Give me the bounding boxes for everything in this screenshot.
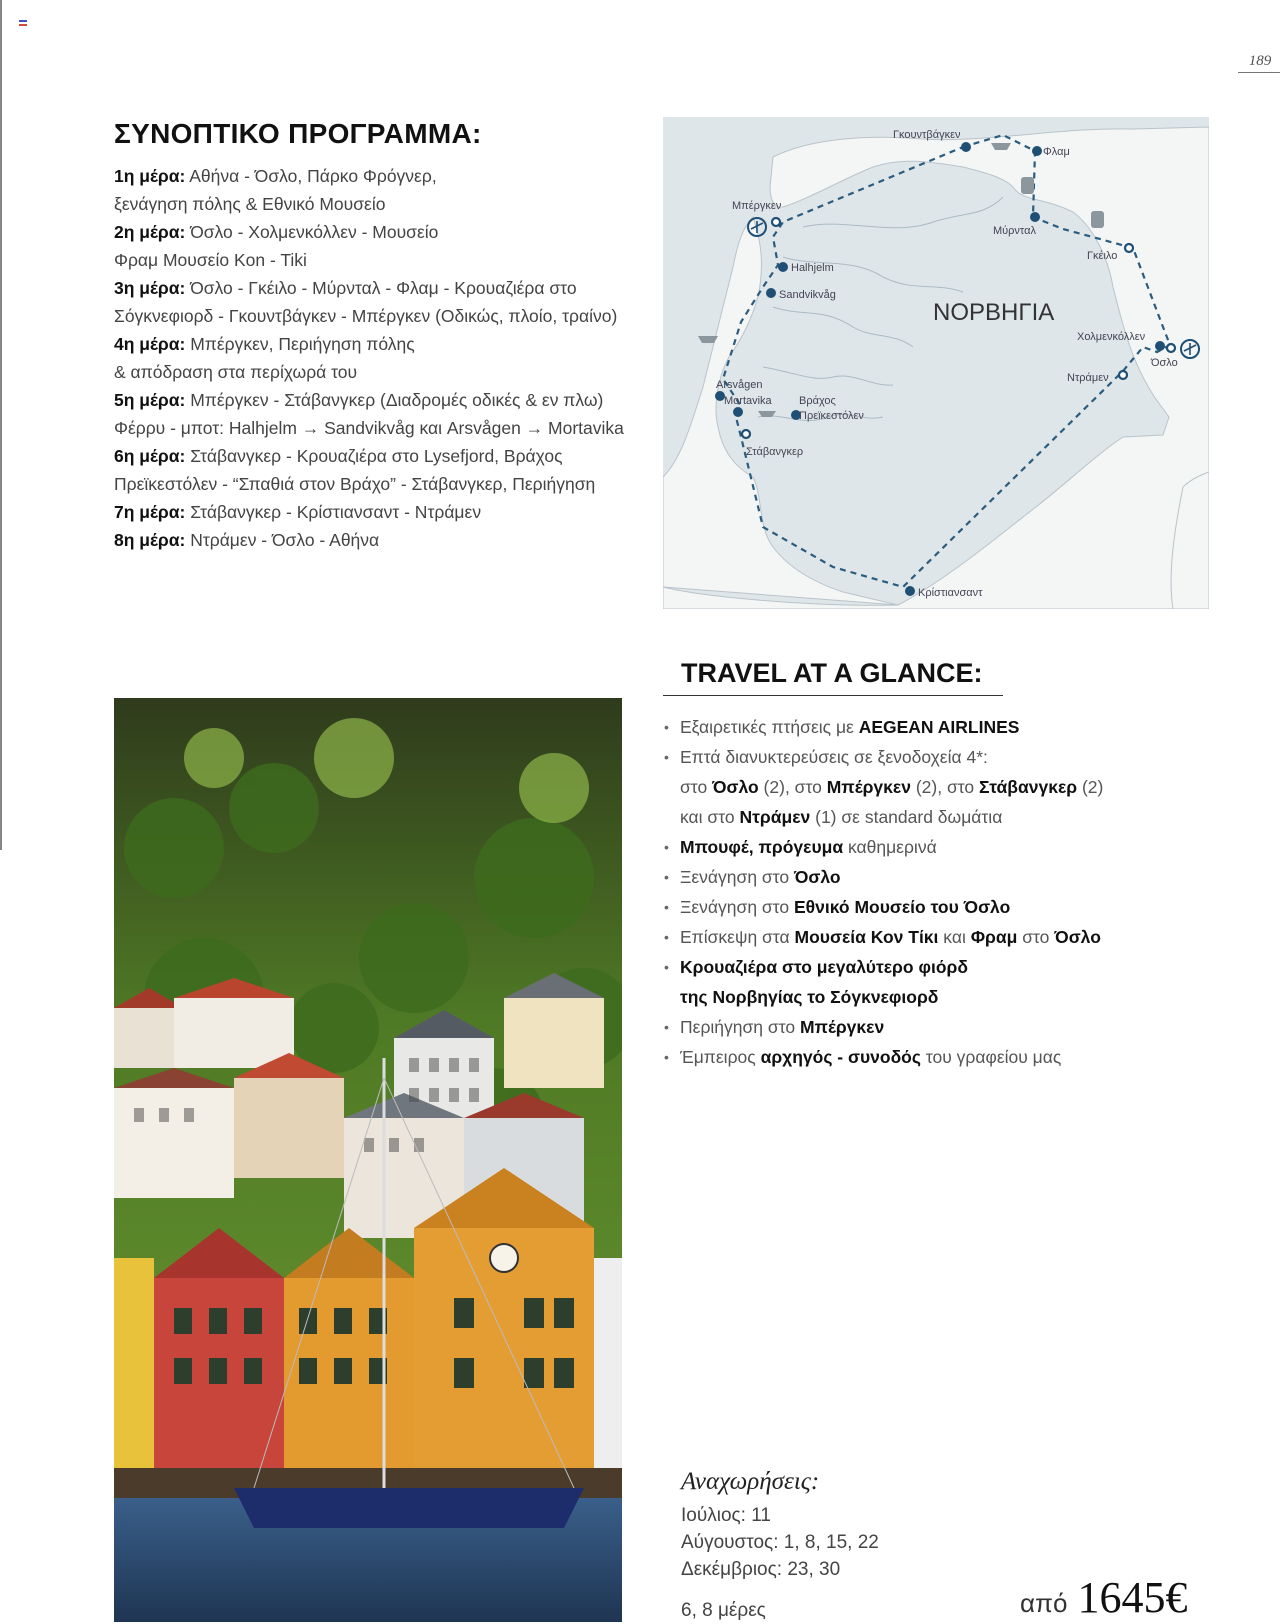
glance-item-guide xyxy=(662,1042,1162,1072)
label-holmenkollen: Χολμενκόλλεν xyxy=(1077,331,1146,343)
program-day-continuation: ξενάγηση πόλης & Εθνικό Μουσείο xyxy=(114,194,386,214)
glance-bold: Εθνικό Μουσείο του Όσλο xyxy=(793,897,1011,917)
program-list xyxy=(114,162,654,554)
map-country-label: ΝΟΡΒΗΓΙΑ xyxy=(933,299,1055,326)
glance-item-hotels-continued xyxy=(662,772,1162,802)
glance-item-bergen xyxy=(662,1012,1162,1042)
glance-item-hotels xyxy=(662,742,1162,772)
glance-item-tour xyxy=(662,862,1162,892)
glance-bold: Κρουαζιέρα στο μεγαλύτερο φιόρδ xyxy=(680,957,968,977)
label-stavanger: Στάβανγκερ xyxy=(746,446,804,458)
glance-bold: Ντράμεν xyxy=(739,807,811,827)
glance-item-airline xyxy=(662,712,1162,742)
stop-sandvikvag xyxy=(766,288,776,298)
departure-august: Αύγουστος: 1, 8, 15, 22 xyxy=(681,1532,879,1553)
train-icon xyxy=(1091,211,1104,228)
label-oslo: Όσλο xyxy=(1151,357,1178,369)
price-value: 1645€ xyxy=(1077,1573,1188,1622)
label-myrdal: Μύρνταλ xyxy=(993,225,1036,237)
glance-bold: Μουσεία Κον Τίκι xyxy=(794,927,939,947)
program-title: ΣΥΝΟΠΤΙΚΟ ΠΡΟΓΡΑΜΜΑ: xyxy=(114,118,482,149)
glance-text: Ξενάγηση στο xyxy=(680,897,794,917)
glance-bold: Φραμ xyxy=(970,927,1018,947)
stop-kristiansand xyxy=(905,586,915,596)
glance-list xyxy=(662,712,1162,1072)
day-label: 8η μέρα: xyxy=(114,530,186,550)
train-icon xyxy=(1021,177,1034,194)
stop-holmenkollen xyxy=(1155,341,1165,351)
label-sandvikvag: Sandvikvåg xyxy=(779,289,836,301)
page-edge-line xyxy=(0,0,2,850)
bergen-photo xyxy=(114,698,622,1622)
stop-halhjelm xyxy=(778,262,788,272)
departures-title: Αναχωρήσεις: xyxy=(681,1468,820,1495)
glance-item-visit xyxy=(662,922,1162,952)
glance-bold: Στάβανγκερ xyxy=(979,777,1078,797)
glance-text: Ξενάγηση στο xyxy=(680,867,794,887)
day-label: 5η μέρα: xyxy=(114,390,186,410)
glance-bold: Μπουφέ, πρόγευμα xyxy=(680,837,844,857)
glance-text: στο xyxy=(680,777,713,797)
day-text: Μπέργκεν - Στάβανγκερ (Διαδρομές οδικές & εν πλω) xyxy=(190,390,604,410)
label-flam: Φλαμ xyxy=(1043,146,1070,158)
label-goudvagen: Γκουντβάγκεν xyxy=(893,129,961,141)
glance-text: του γραφείου μας xyxy=(920,1047,1062,1067)
stop-myrdal xyxy=(1030,212,1040,222)
departure-july: Ιούλιος: 11 xyxy=(681,1505,771,1526)
departures-list xyxy=(681,1502,879,1583)
stop-bergen xyxy=(772,218,780,226)
program-day-continuation: Φραμ Μουσείο Kon - Tiki xyxy=(114,250,307,270)
route-map xyxy=(663,117,1209,609)
label-kristiansand: Κρίστιανσαντ xyxy=(918,587,983,599)
glance-text: Έμπειρος xyxy=(680,1047,761,1067)
program-day-continuation: Φέρρυ - μποτ: Halhjelm → Sandvikvåg και Arsvågen → Mortavika xyxy=(114,418,624,438)
trip-duration: 6, 8 μέρες xyxy=(681,1600,766,1621)
glance-bold: AEGEAN AIRLINES xyxy=(858,717,1020,737)
bergen-photo-art xyxy=(114,698,622,1622)
glance-bold: της Νορβηγίας το Σόγκνεφιορδ xyxy=(680,987,939,1007)
price-block xyxy=(1020,1572,1187,1623)
clock-icon xyxy=(490,1244,518,1272)
day-text: Στάβανγκερ - Κρίστιανσαντ - Ντράμεν xyxy=(190,502,482,522)
stop-stavanger xyxy=(742,430,750,438)
program-day xyxy=(114,274,654,302)
day-label: 2η μέρα: xyxy=(114,222,186,242)
label-halhjelm: Halhjelm xyxy=(791,262,834,274)
sailboat-hull xyxy=(234,1488,584,1528)
glance-text: (1) σε standard δωμάτια xyxy=(810,807,1003,827)
stop-geilo xyxy=(1125,244,1133,252)
glance-divider xyxy=(663,695,1003,696)
glance-text: Εξαιρετικές πτήσεις με xyxy=(680,717,859,737)
program-day xyxy=(114,218,654,246)
day-text: Αθήνα - Όσλο, Πάρκο Φρόγνερ, xyxy=(189,166,437,186)
glance-bold: Μπέργκεν xyxy=(799,1017,885,1037)
label-preikestolen: Πρεϊκεστόλεν xyxy=(799,410,864,422)
glance-text: Επτά διανυκτερεύσεις σε ξενοδοχεία 4*: xyxy=(680,747,988,767)
glance-item-hotels-continued xyxy=(662,802,1162,832)
glance-text: Επίσκεψη στα xyxy=(680,927,795,947)
glance-text: καθημερινά xyxy=(843,837,937,857)
program-day-continuation: Σόγκνεφιορδ - Γκουντβάγκεν - Μπέργκεν (Οδικώς, πλοίο, τραίνο) xyxy=(114,306,618,326)
glance-item-museum xyxy=(662,892,1162,922)
glance-text: Περιήγηση στο xyxy=(680,1017,800,1037)
stop-goudvagen xyxy=(961,142,971,152)
stop-oslo xyxy=(1167,344,1175,352)
day-text: Στάβανγκερ - Κρουαζιέρα στο Lysefjord, Βράχος xyxy=(190,446,563,466)
label-geilo: Γκέιλο xyxy=(1087,250,1118,262)
day-text: Όσλο - Γκέιλο - Μύρνταλ - Φλαμ - Κρουαζιέρα στο xyxy=(190,278,577,298)
stop-drammen xyxy=(1119,371,1127,379)
label-drammen: Ντράμεν xyxy=(1067,372,1109,384)
glance-text: στο xyxy=(1017,927,1055,947)
departure-december: Δεκέμβριος: 23, 30 xyxy=(681,1559,841,1580)
stop-flam xyxy=(1032,146,1042,156)
program-day xyxy=(114,442,654,470)
program-day-continuation: Πρεϊκεστόλεν - “Σπαθιά στον Βράχο” - Στάβανγκερ, Περιήγηση xyxy=(114,474,596,494)
glance-item-cruise-continued xyxy=(662,982,1162,1012)
corner-color-mark xyxy=(19,20,27,26)
day-label: 3η μέρα: xyxy=(114,278,186,298)
glance-text: και στο xyxy=(680,807,740,827)
glance-text: και xyxy=(938,927,971,947)
program-day xyxy=(114,330,654,358)
glance-item-cruise xyxy=(662,952,1162,982)
glance-text: (2) xyxy=(1077,777,1104,797)
day-label: 4η μέρα: xyxy=(114,334,186,354)
program-day xyxy=(114,386,654,414)
label-arsvagen: Arsvågen xyxy=(716,379,763,391)
glance-bold: Όσλο xyxy=(712,777,759,797)
label-bergen: Μπέργκεν xyxy=(732,200,782,212)
glance-bold: Όσλο xyxy=(1054,927,1101,947)
program-day xyxy=(114,526,654,554)
page-number: 189 xyxy=(1238,53,1280,73)
glance-title: TRAVEL AT A GLANCE: xyxy=(681,658,983,688)
day-label: 7η μέρα: xyxy=(114,502,186,522)
stop-mortavika xyxy=(733,407,743,417)
route-map-svg xyxy=(663,117,1209,609)
glance-bold: Όσλο xyxy=(793,867,841,887)
glance-bold: Μπέργκεν xyxy=(826,777,911,797)
program-day xyxy=(114,162,654,190)
label-mortavika: Mortavika xyxy=(724,395,772,407)
day-text: Όσλο - Χολμενκόλλεν - Μουσείο xyxy=(190,222,439,242)
glance-item-breakfast xyxy=(662,832,1162,862)
price-from: από xyxy=(1020,1588,1068,1618)
glance-text: (2), στο xyxy=(758,777,827,797)
day-text: Ντράμεν - Όσλο - Αθήνα xyxy=(190,530,380,550)
glance-bold: αρχηγός - συνοδός xyxy=(760,1047,921,1067)
program-day xyxy=(114,498,654,526)
day-text: Μπέργκεν, Περιήγηση πόλης xyxy=(190,334,415,354)
day-label: 1η μέρα: xyxy=(114,166,186,186)
glance-text: (2), στο xyxy=(910,777,980,797)
label-rock: Βράχος xyxy=(799,395,836,407)
program-day-continuation: & απόδραση στα περίχωρά του xyxy=(114,362,358,382)
day-label: 6η μέρα: xyxy=(114,446,186,466)
